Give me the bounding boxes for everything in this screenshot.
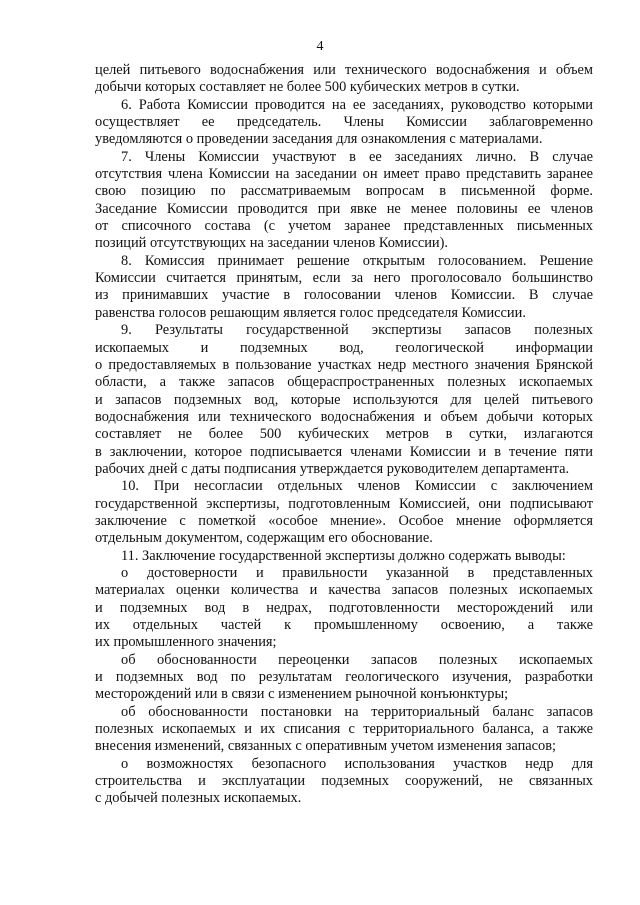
text-line: их отдельных частей к промышленному освоению, а также <box>95 617 593 633</box>
text-line: осуществляет ее председатель. Члены Комиссии заблаговременно <box>95 114 593 131</box>
text-line: и подземных вод по результатам геологического изучения, разработки <box>95 669 593 686</box>
text-line: полезных ископаемых и их списания с территориального баланса, а также <box>95 721 593 738</box>
text-line: 8. Комиссия принимает решение открытым голосованием. Решение <box>121 252 593 269</box>
text-line: 9. Результаты государственной экспертизы запасов полезных <box>121 322 593 339</box>
text-line: об обоснованности постановки на территориальный баланс запасов <box>121 703 593 720</box>
text-line: строительства и эксплуатации подземных сооружений, не связанных <box>95 773 593 790</box>
text-line: 6. Работа Комиссии проводится на ее заседаниях, руководство которыми <box>121 96 593 113</box>
text-line: и запасов подземных вод, которые используются для целей питьевого <box>95 391 593 408</box>
text-line: уведомляются о проведении заседания для ознакомления с материалами. <box>95 131 543 148</box>
text-line: свою позицию по рассматриваемым вопросам в письменной форме. <box>95 183 593 200</box>
text-line: внесения изменений, связанных с оперативным учетом изменения запасов; <box>95 738 557 755</box>
text-line: 7. Члены Комиссии участвуют в ее заседаниях лично. В случае <box>121 148 593 165</box>
text-line: материалах оценки количества и качества запасов полезных ископаемых <box>95 582 593 599</box>
page-number: 4 <box>316 39 324 54</box>
text-line: их промышленного значения; <box>95 634 277 651</box>
text-line: месторождений или в связи с изменением рыночной конъюнктуры; <box>95 686 509 703</box>
text-line: о возможностях безопасного использования участков недр для <box>121 755 593 772</box>
text-line: целей питьевого водоснабжения или технического водоснабжения и объем <box>95 62 593 78</box>
text-line: добычи которых составляет не более 500 кубических метров в сутки. <box>95 79 520 96</box>
text-line: об обоснованности переоценки запасов полезных ископаемых <box>121 651 593 668</box>
text-line: отдельным документом, содержащим его обоснование. <box>95 530 433 547</box>
text-line: в заключении, которое подписывается членами Комиссии и в течение пяти <box>95 443 593 460</box>
text-line: рабочих дней с даты подписания утверждается руководителем департамента. <box>95 460 570 477</box>
text-line: отсутствия члена Комиссии на заседании он имеет право представить заранее <box>95 166 593 183</box>
text-line: от списочного состава (с учетом заранее представленных письменных <box>95 218 593 235</box>
text-line: 10. При несогласии отдельных членов Комиссии с заключением <box>121 478 593 495</box>
text-line: из принимавших участие в голосовании членов Комиссии. В случае <box>95 287 593 304</box>
text-line: Комиссии считается принятым, если за него проголосовало большинство <box>95 270 593 287</box>
text-line: равенства голосов решающим является голос председателя Комиссии. <box>95 304 526 321</box>
text-line: с добычей полезных ископаемых. <box>95 790 302 807</box>
text-line: о достоверности и правильности указанной в представленных <box>121 564 593 581</box>
text-line: составляет не более 500 кубических метров в сутки, излагаются <box>95 426 593 443</box>
text-line: и подземных вод в недрах, подготовленности месторождений или <box>95 599 593 616</box>
text-line: области, а также запасов общераспространенных полезных ископаемых <box>95 374 593 391</box>
text-line: ископаемых и подземных вод, геологической информации <box>95 339 593 356</box>
text-line: государственной экспертизы, подготовленным Комиссией, они подписывают <box>95 495 593 512</box>
text-line: 11. Заключение государственной экспертизы должно содержать выводы: <box>121 547 566 564</box>
text-line: заключение с пометкой «особое мнение». Особое мнение оформляется <box>95 512 593 529</box>
text-line: о предоставляемых в пользование участках недр местного значения Брянской <box>95 356 593 373</box>
text-line: позиций отсутствующих на заседании членов Комиссии). <box>95 235 449 252</box>
document-body <box>95 62 593 808</box>
text-line: водоснабжения или технического водоснабжения и объем добычи которых <box>95 408 593 425</box>
text-line: Заседание Комиссии проводится при явке не менее половины ее членов <box>95 200 593 217</box>
